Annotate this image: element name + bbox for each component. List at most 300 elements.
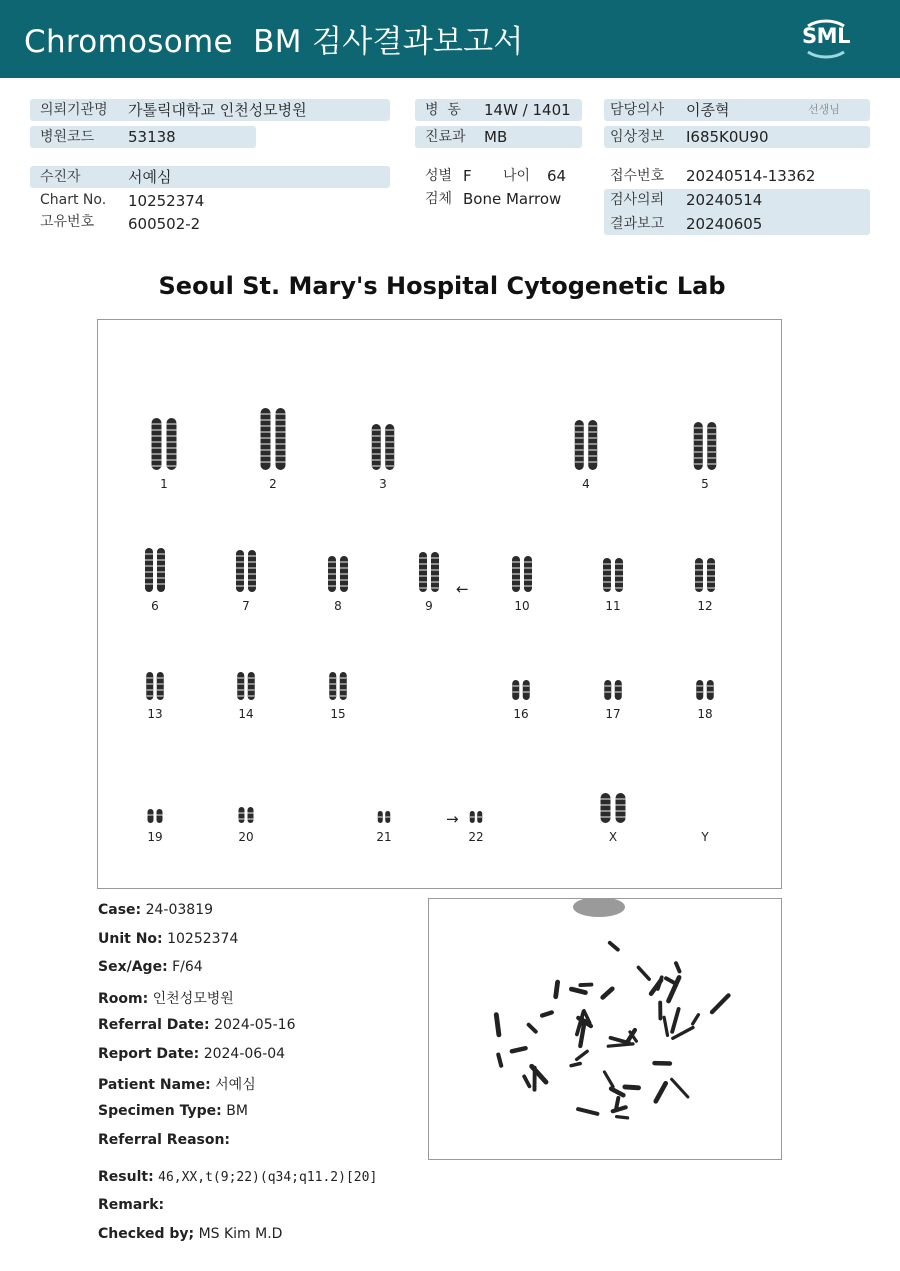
chromosome-band bbox=[248, 573, 256, 575]
chromosome-band bbox=[512, 691, 519, 693]
chromosome-band bbox=[152, 441, 162, 443]
sml-logo bbox=[796, 12, 856, 66]
metaphase-chromosome bbox=[524, 1076, 529, 1086]
chromosome-20 bbox=[239, 807, 245, 823]
room-label: Room: bbox=[98, 991, 149, 1007]
chromosome-band bbox=[378, 816, 383, 818]
patient-row-bg bbox=[30, 166, 390, 188]
chromosome-band bbox=[148, 814, 154, 816]
report-value: 20240605 bbox=[686, 215, 763, 233]
chromosome-band bbox=[694, 439, 703, 441]
chromosome-18 bbox=[707, 680, 714, 700]
metaphase-chromosome bbox=[604, 1072, 613, 1087]
result-row bbox=[98, 1169, 377, 1185]
chromosome-band bbox=[152, 453, 162, 455]
chromosome-label: 8 bbox=[334, 599, 342, 613]
chromosome-label: 2 bbox=[269, 477, 277, 491]
chromosome-band bbox=[616, 804, 626, 806]
ward-value: 14W / 1401 bbox=[484, 101, 571, 119]
chromosome-band bbox=[340, 695, 347, 697]
chromosome-band bbox=[419, 557, 427, 559]
chromosome-band bbox=[328, 585, 336, 587]
chromosome-label: 14 bbox=[238, 707, 254, 721]
chromosome-20 bbox=[248, 807, 254, 823]
chromosome-band bbox=[707, 427, 716, 429]
chromosome-band bbox=[419, 575, 427, 577]
chromosome-band bbox=[431, 569, 439, 571]
chromosome-band bbox=[385, 465, 394, 467]
chart-value: 10252374 bbox=[128, 192, 205, 210]
chromosome-16 bbox=[512, 680, 519, 700]
dept-value: MB bbox=[484, 128, 508, 146]
chromosome-band bbox=[261, 455, 271, 457]
patient-name-value: 서예심 bbox=[215, 1077, 256, 1093]
chromosome-band bbox=[236, 573, 244, 575]
chromosome-band bbox=[261, 413, 271, 415]
metaphase-chromosome bbox=[673, 1028, 693, 1039]
chromosome-band bbox=[695, 587, 703, 589]
sex-label: 성별 bbox=[425, 168, 453, 184]
chromosome-label: 17 bbox=[605, 707, 621, 721]
chromosome-band bbox=[328, 573, 336, 575]
chromosome-band bbox=[157, 565, 165, 567]
checked-row bbox=[98, 1226, 282, 1242]
report-header bbox=[0, 0, 900, 78]
chromosome-band bbox=[707, 463, 716, 465]
chromosome-band bbox=[157, 689, 164, 691]
chromosome-band bbox=[248, 579, 256, 581]
chromosome-band bbox=[575, 431, 584, 433]
chromosome-band bbox=[237, 677, 244, 679]
chromosome-label: 15 bbox=[330, 707, 346, 721]
chromosome-band bbox=[372, 429, 381, 431]
logo-text: SML bbox=[802, 24, 850, 48]
chromosome-band bbox=[695, 581, 703, 583]
chromosome-band bbox=[157, 577, 165, 579]
chromosome-band bbox=[145, 583, 153, 585]
chromosome-label: X bbox=[608, 830, 618, 844]
chromosome-label: 3 bbox=[379, 477, 387, 491]
metaphase-chromosome bbox=[672, 1009, 678, 1032]
chromosome-band bbox=[512, 561, 520, 563]
chromosome-band bbox=[167, 429, 177, 431]
metaphase-svg bbox=[429, 899, 781, 1159]
chromosome-band bbox=[261, 425, 271, 427]
chromosome-band bbox=[524, 567, 532, 569]
chromosome-band bbox=[615, 581, 623, 583]
chromosome-label: 4 bbox=[582, 477, 590, 491]
chromosome-label: 22 bbox=[468, 830, 484, 844]
sexage-value: F/64 bbox=[172, 959, 203, 975]
chromosome-band bbox=[419, 563, 427, 565]
chromosome-band bbox=[145, 565, 153, 567]
chromosome-band bbox=[588, 449, 597, 451]
chromosome-band bbox=[695, 569, 703, 571]
chromosome-band bbox=[167, 447, 177, 449]
chromosome-band bbox=[575, 461, 584, 463]
chromosome-band bbox=[340, 561, 348, 563]
chromosome-band bbox=[524, 573, 532, 575]
chromosome-band bbox=[261, 449, 271, 451]
karyotype-svg bbox=[98, 320, 781, 888]
metaphase-chromosome bbox=[693, 1015, 699, 1024]
chromosome-band bbox=[328, 567, 336, 569]
chromosome-band bbox=[707, 581, 715, 583]
chromosome-band bbox=[340, 689, 347, 691]
chromosome-band bbox=[385, 435, 394, 437]
chromosome-label: 13 bbox=[147, 707, 163, 721]
chromosome-band bbox=[588, 443, 597, 445]
metaphase-chromosome bbox=[611, 1089, 623, 1096]
sexage-label: Sex/Age: bbox=[98, 959, 168, 975]
chromosome-X bbox=[616, 793, 626, 823]
chromosome-18 bbox=[696, 680, 703, 700]
chromosome-band bbox=[248, 683, 255, 685]
chromosome-band bbox=[276, 443, 286, 445]
chromosome-band bbox=[615, 575, 623, 577]
chromosome-label: 18 bbox=[697, 707, 713, 721]
chromosome-band bbox=[431, 575, 439, 577]
doctor-suffix: 선생님 bbox=[808, 103, 840, 116]
hospital-code-value: 53138 bbox=[128, 128, 176, 146]
chromosome-band bbox=[328, 579, 336, 581]
chromosome-band bbox=[261, 443, 271, 445]
unit-row bbox=[98, 931, 238, 947]
age-label: 나이 bbox=[503, 168, 531, 184]
chromosome-band bbox=[276, 461, 286, 463]
chromosome-band bbox=[248, 561, 256, 563]
specimen-type-row bbox=[98, 1103, 248, 1119]
chromosome-band bbox=[603, 569, 611, 571]
chromosome-band bbox=[385, 816, 390, 818]
chromosome-17 bbox=[604, 680, 611, 700]
chromosome-label: 7 bbox=[242, 599, 250, 613]
chromosome-band bbox=[601, 816, 611, 818]
metaphase-chromosome bbox=[578, 1109, 597, 1114]
chromosome-band bbox=[603, 575, 611, 577]
unit-label: Unit No: bbox=[98, 931, 163, 947]
metaphase-image bbox=[428, 898, 782, 1160]
chromosome-band bbox=[696, 691, 703, 693]
chromosome-band bbox=[524, 561, 532, 563]
metaphase-chromosome bbox=[498, 1055, 501, 1066]
unique-value: 600502-2 bbox=[128, 215, 201, 233]
chromosome-band bbox=[523, 685, 530, 687]
chromosome-band bbox=[276, 437, 286, 439]
chromosome-band bbox=[694, 463, 703, 465]
chromosome-band bbox=[575, 425, 584, 427]
patient-label: 수진자 bbox=[40, 169, 81, 185]
chromosome-band bbox=[588, 455, 597, 457]
remark-row bbox=[98, 1197, 164, 1213]
chromosome-band bbox=[157, 695, 164, 697]
receipt-label: 접수번호 bbox=[610, 168, 665, 184]
chromosome-band bbox=[152, 447, 162, 449]
chromosome-band bbox=[604, 685, 611, 687]
chromosome-band bbox=[385, 441, 394, 443]
chromosome-band bbox=[145, 571, 153, 573]
chromosome-band bbox=[601, 804, 611, 806]
arrow-chr9: ← bbox=[456, 580, 469, 598]
chromosome-band bbox=[340, 567, 348, 569]
checked-label: Checked by; bbox=[98, 1226, 195, 1242]
chromosome-band bbox=[616, 798, 626, 800]
chromosome-band bbox=[167, 459, 177, 461]
chromosome-band bbox=[575, 455, 584, 457]
metaphase-chromosome bbox=[556, 982, 558, 997]
chromosome-band bbox=[524, 579, 532, 581]
chromosome-band bbox=[372, 459, 381, 461]
receipt-value: 20240514-13362 bbox=[686, 167, 816, 185]
chromosome-band bbox=[616, 810, 626, 812]
checked-value: MS Kim M.D bbox=[198, 1226, 283, 1242]
specimen-label: 검체 bbox=[425, 191, 453, 207]
chromosome-band bbox=[615, 587, 623, 589]
metaphase-chromosome bbox=[617, 1117, 628, 1118]
chromosome-band bbox=[239, 812, 245, 814]
karyotype-panel bbox=[97, 319, 782, 889]
chromosome-band bbox=[372, 453, 381, 455]
chromosome-band bbox=[707, 451, 716, 453]
patient-name-row bbox=[98, 1074, 256, 1094]
chromosome-band bbox=[431, 587, 439, 589]
chromosome-band bbox=[385, 453, 394, 455]
chromosome-band bbox=[276, 419, 286, 421]
referral-reason-label: Referral Reason: bbox=[98, 1132, 231, 1148]
chromosome-band bbox=[276, 449, 286, 451]
chart-label: Chart No. bbox=[40, 192, 107, 208]
doctor-label: 담당의사 bbox=[610, 102, 665, 118]
chromosome-band bbox=[157, 559, 165, 561]
chromosome-band bbox=[385, 459, 394, 461]
metaphase-chromosome bbox=[638, 967, 649, 979]
chromosome-band bbox=[615, 563, 623, 565]
referral-date-label: Referral Date: bbox=[98, 1017, 210, 1033]
chromosome-band bbox=[167, 423, 177, 425]
report-date-label: Report Date: bbox=[98, 1046, 200, 1062]
metaphase-chromosome bbox=[610, 943, 618, 950]
chromosome-band bbox=[248, 585, 256, 587]
report-date-row bbox=[98, 1046, 285, 1062]
chromosome-label: 19 bbox=[147, 830, 163, 844]
unit-value: 10252374 bbox=[167, 931, 239, 947]
case-label: Case: bbox=[98, 902, 142, 918]
chromosome-band bbox=[707, 457, 716, 459]
chromosome-band bbox=[146, 695, 153, 697]
chromosome-band bbox=[385, 429, 394, 431]
chromosome-band bbox=[152, 429, 162, 431]
chromosome-16 bbox=[523, 680, 530, 700]
chromosome-band bbox=[431, 581, 439, 583]
specimen-value: Bone Marrow bbox=[463, 190, 562, 208]
chromosome-band bbox=[524, 585, 532, 587]
metaphase-chromosome bbox=[611, 1038, 630, 1043]
chromosome-band bbox=[328, 561, 336, 563]
referral-date-row bbox=[98, 1017, 295, 1033]
arrow-chr22: → bbox=[446, 810, 459, 828]
metaphase-chromosome bbox=[625, 1087, 639, 1088]
institution-label: 의뢰기관명 bbox=[40, 102, 108, 118]
chromosome-band bbox=[372, 447, 381, 449]
chromosome-label: 10 bbox=[514, 599, 530, 613]
chromosome-band bbox=[523, 691, 530, 693]
chromosome-band bbox=[276, 455, 286, 457]
sexage-row bbox=[98, 959, 203, 975]
chromosome-band bbox=[239, 818, 245, 820]
chromosome-band bbox=[167, 441, 177, 443]
chromosome-band bbox=[615, 691, 622, 693]
room-value: 인천성모병원 bbox=[152, 991, 234, 1007]
chromosome-band bbox=[145, 577, 153, 579]
chromosome-band bbox=[261, 437, 271, 439]
lab-title: Seoul St. Mary's Hospital Cytogenetic Lab bbox=[158, 272, 726, 300]
chromosome-band bbox=[261, 419, 271, 421]
chromosome-band bbox=[575, 449, 584, 451]
chromosome-band bbox=[145, 553, 153, 555]
chromosome-band bbox=[616, 816, 626, 818]
chromosome-band bbox=[236, 585, 244, 587]
chromosome-band bbox=[707, 569, 715, 571]
metaphase-chromosome bbox=[603, 989, 613, 998]
metaphase-chromosome bbox=[656, 1083, 666, 1101]
chromosome-band bbox=[157, 553, 165, 555]
ward-label: 병 동 bbox=[425, 102, 461, 118]
chromosome-X bbox=[601, 793, 611, 823]
chromosome-band bbox=[694, 457, 703, 459]
clinical-label: 임상정보 bbox=[610, 129, 665, 145]
chromosome-band bbox=[261, 431, 271, 433]
metaphase-chromosome bbox=[512, 1048, 526, 1051]
chromosome-band bbox=[512, 573, 520, 575]
chromosome-label: 6 bbox=[151, 599, 159, 613]
chromosome-band bbox=[707, 575, 715, 577]
chromosome-band bbox=[152, 423, 162, 425]
chromosome-band bbox=[575, 443, 584, 445]
metaphase-chromosome bbox=[616, 1098, 618, 1109]
chromosome-band bbox=[340, 573, 348, 575]
chromosome-band bbox=[694, 427, 703, 429]
chromosome-band bbox=[707, 433, 716, 435]
case-row bbox=[98, 902, 213, 918]
specimen-type-value: BM bbox=[226, 1103, 248, 1119]
request-value: 20240514 bbox=[686, 191, 763, 209]
chromosome-band bbox=[470, 816, 475, 818]
age-value: 64 bbox=[547, 167, 567, 185]
chromosome-band bbox=[167, 465, 177, 467]
chromosome-band bbox=[615, 685, 622, 687]
metaphase-chromosome bbox=[580, 985, 591, 986]
chromosome-band bbox=[167, 453, 177, 455]
chromosome-band bbox=[236, 561, 244, 563]
chromosome-label: 1 bbox=[160, 477, 168, 491]
chromosome-band bbox=[601, 810, 611, 812]
chromosome-band bbox=[707, 439, 716, 441]
chromosome-label: 9 bbox=[425, 599, 433, 613]
chromosome-1 bbox=[152, 418, 162, 470]
chromosome-band bbox=[167, 435, 177, 437]
chromosome-1 bbox=[167, 418, 177, 470]
chromosome-label: Y bbox=[701, 830, 709, 844]
metaphase-chromosome bbox=[542, 1012, 552, 1015]
chromosome-band bbox=[340, 579, 348, 581]
chromosome-band bbox=[707, 685, 714, 687]
chromosome-band bbox=[588, 431, 597, 433]
chromosome-band bbox=[477, 816, 482, 818]
chromosome-label: 20 bbox=[238, 830, 254, 844]
chromosome-label: 16 bbox=[513, 707, 529, 721]
chromosome-17 bbox=[615, 680, 622, 700]
room-row bbox=[98, 988, 234, 1008]
chromosome-band bbox=[152, 465, 162, 467]
chromosome-label: 12 bbox=[697, 599, 713, 613]
chromosome-band bbox=[329, 689, 336, 691]
nucleus-fragment bbox=[573, 899, 625, 917]
chromosome-band bbox=[261, 461, 271, 463]
chromosome-band bbox=[431, 557, 439, 559]
metaphase-chromosome bbox=[577, 1051, 588, 1059]
metaphase-chromosome bbox=[571, 989, 585, 993]
chromosome-band bbox=[237, 695, 244, 697]
chromosome-band bbox=[248, 555, 256, 557]
report-label: 결과보고 bbox=[610, 216, 665, 232]
chromosome-band bbox=[512, 579, 520, 581]
metaphase-chromosome bbox=[672, 1079, 688, 1097]
chromosome-band bbox=[146, 689, 153, 691]
chromosome-band bbox=[694, 451, 703, 453]
patient-name-label: Patient Name: bbox=[98, 1077, 211, 1093]
metaphase-chromosome bbox=[664, 1017, 667, 1035]
request-label: 검사의뢰 bbox=[610, 192, 665, 208]
chromosome-band bbox=[236, 567, 244, 569]
hospital-code-label: 병원코드 bbox=[40, 129, 95, 145]
report-title: Chromosome BM 검사결과보고서 bbox=[24, 24, 524, 60]
chromosome-band bbox=[276, 431, 286, 433]
chromosome-band bbox=[152, 435, 162, 437]
referral-date-value: 2024-05-16 bbox=[214, 1017, 296, 1033]
chromosome-band bbox=[340, 677, 347, 679]
chromosome-band bbox=[707, 445, 716, 447]
result-value: 46,XX,t(9;22)(q34;q11.2)[20] bbox=[158, 1170, 378, 1185]
chromosome-band bbox=[276, 413, 286, 415]
result-label: Result: bbox=[98, 1169, 154, 1185]
chromosome-band bbox=[248, 689, 255, 691]
chromosome-band bbox=[694, 433, 703, 435]
chromosome-band bbox=[588, 425, 597, 427]
chromosome-band bbox=[329, 683, 336, 685]
chromosome-band bbox=[248, 818, 254, 820]
chromosome-band bbox=[329, 695, 336, 697]
chromosome-band bbox=[276, 425, 286, 427]
chromosome-band bbox=[236, 579, 244, 581]
chromosome-band bbox=[694, 445, 703, 447]
chromosome-band bbox=[237, 689, 244, 691]
chromosome-label: 5 bbox=[701, 477, 709, 491]
chromosome-band bbox=[248, 567, 256, 569]
chromosome-band bbox=[385, 447, 394, 449]
clinical-value: I685K0U90 bbox=[686, 128, 769, 146]
chromosome-band bbox=[575, 437, 584, 439]
chromosome-band bbox=[707, 587, 715, 589]
chromosome-band bbox=[695, 575, 703, 577]
institution-value: 가톨릭대학교 인천성모병원 bbox=[128, 101, 307, 119]
sex-value: F bbox=[463, 167, 472, 185]
referral-reason-row bbox=[98, 1132, 230, 1148]
chromosome-band bbox=[248, 677, 255, 679]
remark-label: Remark: bbox=[98, 1197, 165, 1213]
chromosome-band bbox=[237, 683, 244, 685]
chromosome-band bbox=[695, 563, 703, 565]
chromosome-band bbox=[248, 812, 254, 814]
